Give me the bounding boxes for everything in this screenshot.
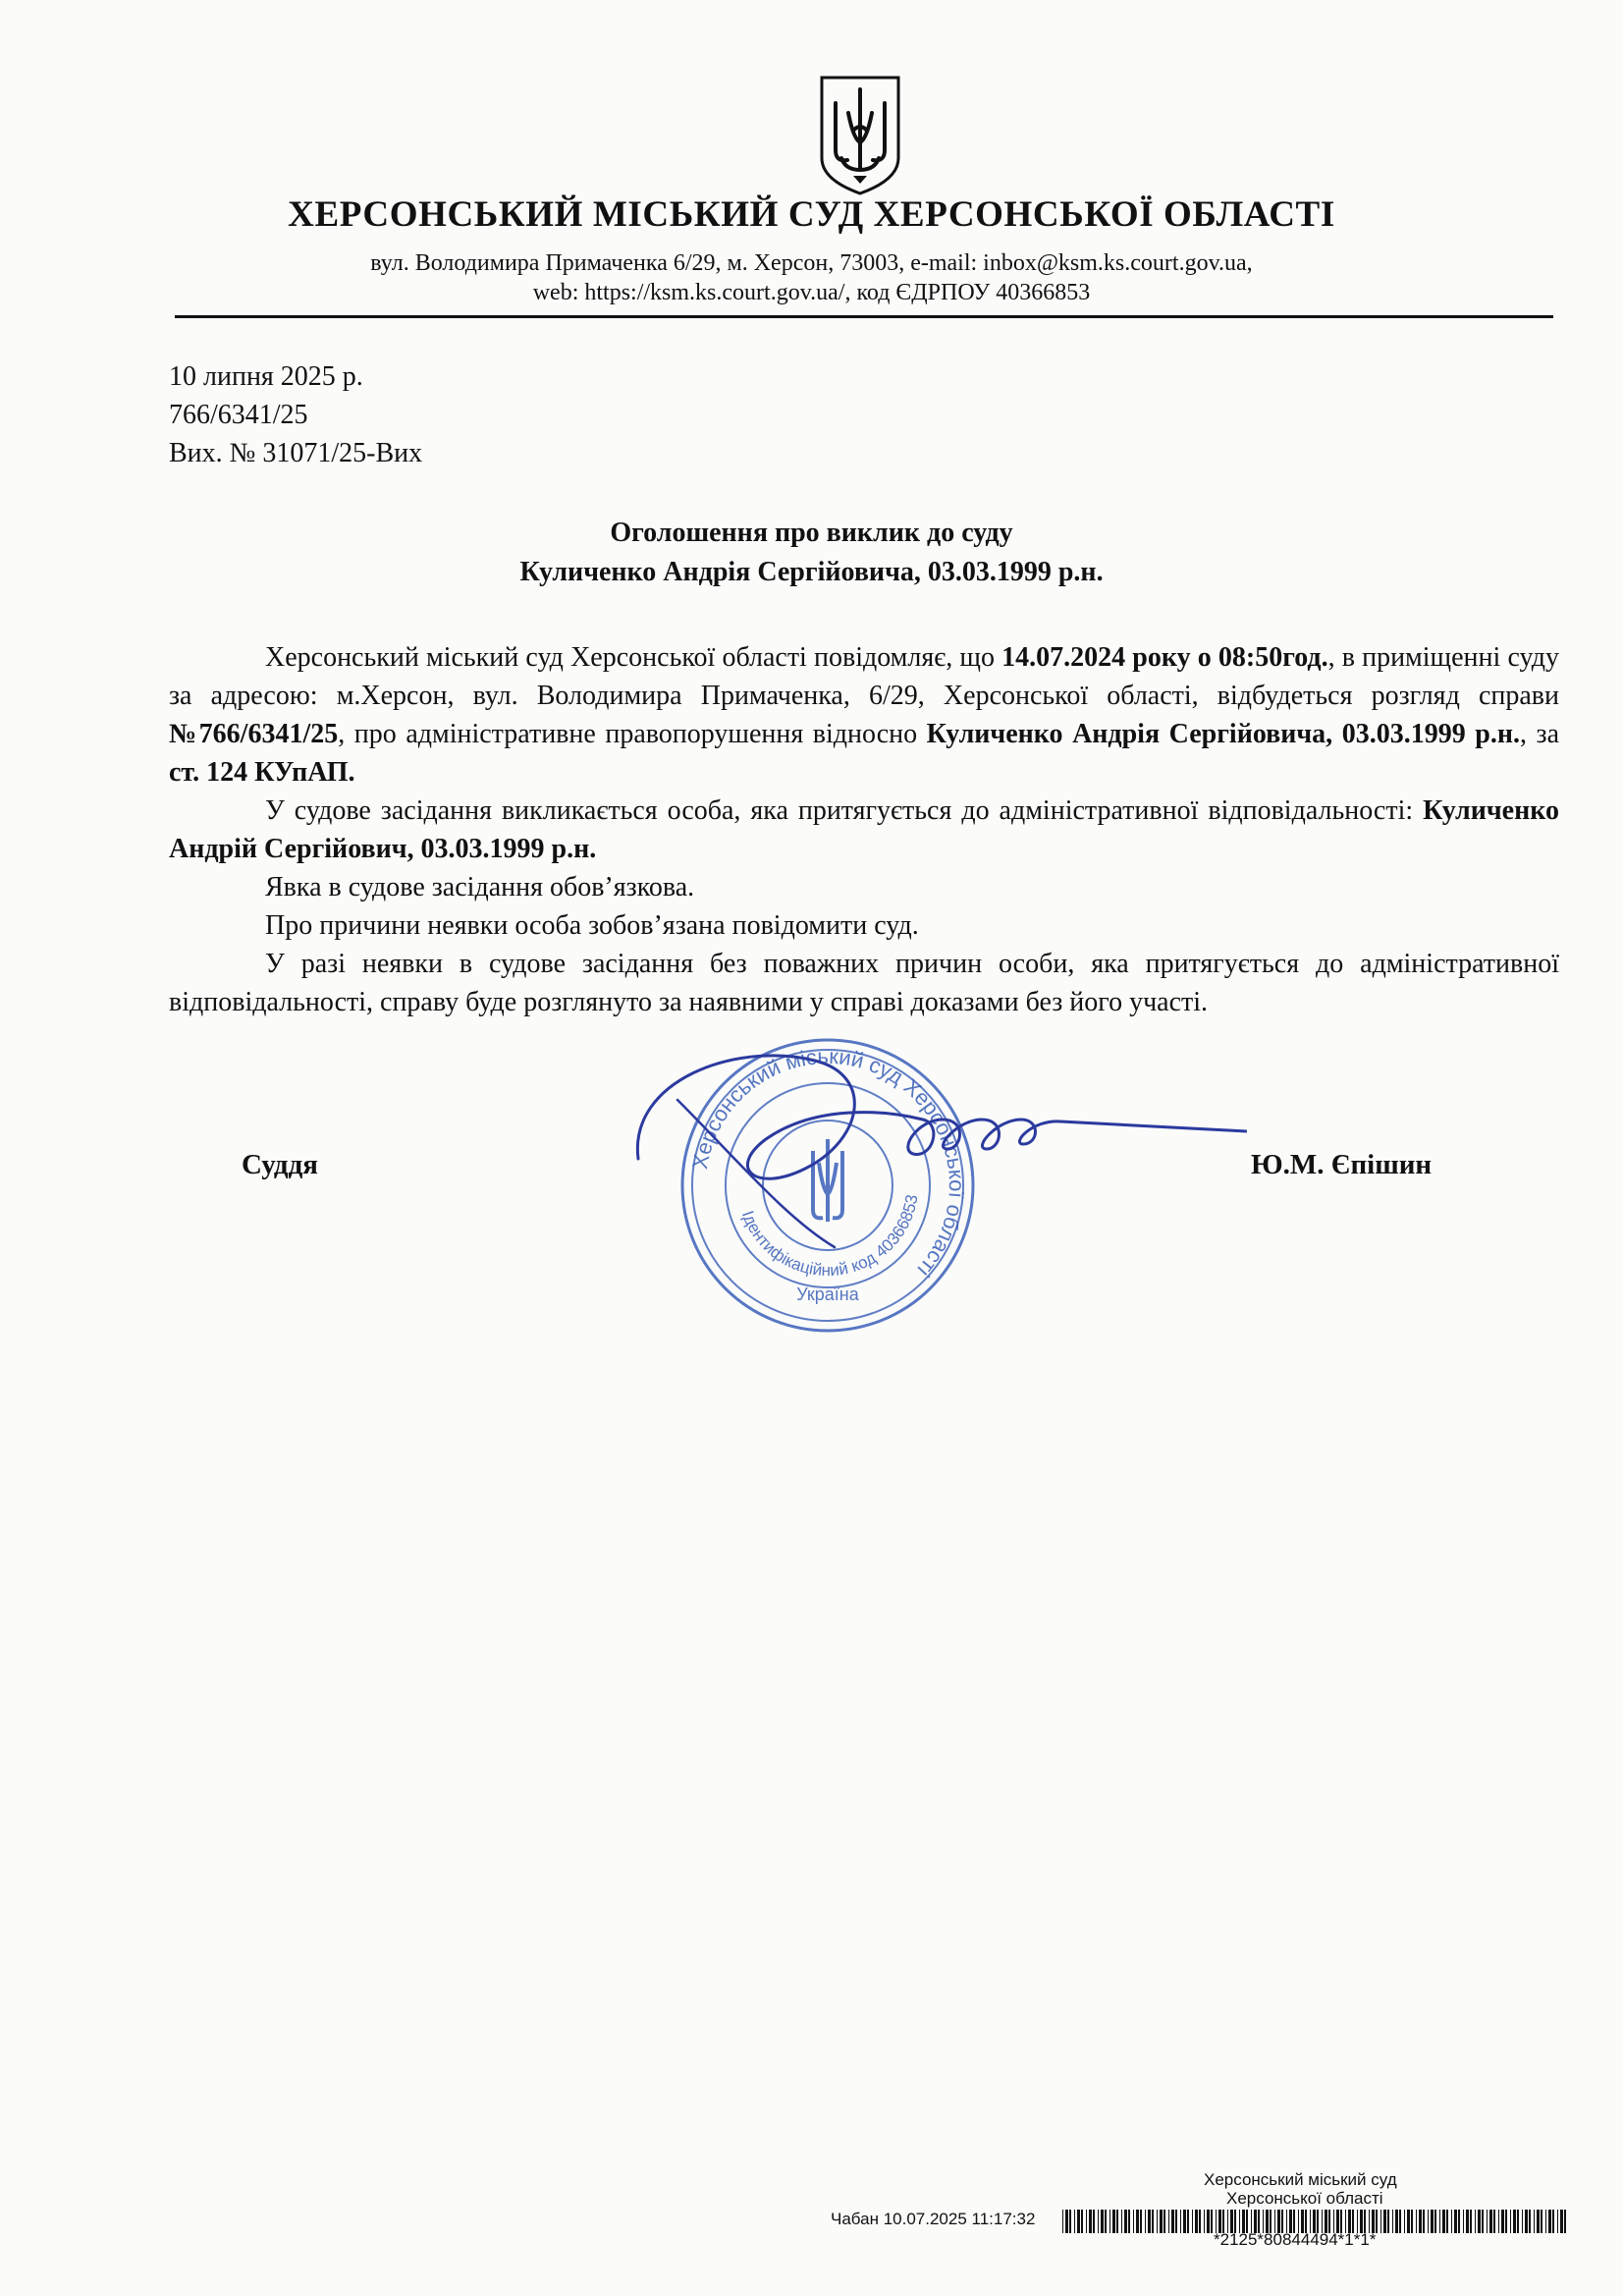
- paragraph-attendance: Явка в судове засідання обов’язкова.: [265, 872, 695, 902]
- coat-of-arms-icon: [816, 74, 904, 196]
- notice-body: [169, 638, 1559, 1021]
- text: , за: [1519, 719, 1559, 749]
- notice-title: Оголошення про виклик до суду: [610, 518, 1013, 548]
- case-number: 766/6341/25: [169, 400, 308, 430]
- registry-court: Херсонський міський суд: [1204, 2170, 1397, 2189]
- document-date: 10 липня 2025 р.: [169, 361, 363, 392]
- hearing-datetime: 14.07.2024 року о 08:50год.: [1001, 642, 1328, 673]
- header-rule: [175, 315, 1553, 318]
- text: , в приміщенні суду за адресою: м.Херсон, вул. Володимира Примаченка, 6/29, Херсонської області, відбудеться розгляд справи: [169, 642, 1559, 711]
- judge-role: Суддя: [242, 1149, 318, 1180]
- notice-subject: Куличенко Андрія Сергійовича, 03.03.1999 р.н.: [519, 557, 1104, 587]
- text: , про адміністративне правопорушення відносно: [338, 719, 927, 749]
- court-name: ХЕРСОНСЬКИЙ МІСЬКИЙ СУД ХЕРСОНСЬКОЇ ОБЛАСТІ: [288, 194, 1335, 235]
- outgoing-number: Вих. № 31071/25-Вих: [169, 438, 423, 468]
- seal-outer-text: Херсонський міський суд Херсонської області: [687, 1043, 970, 1283]
- text: Херсонський міський суд Херсонської області повідомляє, що: [265, 642, 1002, 673]
- court-address: вул. Володимира Примаченка 6/29, м. Херсон, 73003, e-mail: inbox@ksm.ks.court.gov.ua,: [370, 250, 1253, 276]
- seal-inner-text: Ідентифікаційний код 40366853: [737, 1193, 922, 1281]
- paragraph-summons: [169, 792, 1559, 868]
- registry-region: Херсонської області: [1226, 2189, 1383, 2208]
- text: У судове засідання викликається особа, яка притягується до адміністративної відповідальності:: [265, 795, 1424, 826]
- registry-clerk-timestamp: Чабан 10.07.2025 11:17:32: [831, 2210, 1036, 2228]
- paragraph-hearing: [169, 638, 1559, 792]
- paragraph-absence: Про причини неявки особа зобов’язана повідомити суд.: [265, 910, 919, 941]
- judge-name: Ю.М. Єпішин: [1251, 1149, 1433, 1180]
- registry-code: *2125*80844494*1*1*: [1214, 2230, 1377, 2249]
- court-web-code: web: https://ksm.ks.court.gov.ua/, код ЄДРПОУ 40366853: [532, 280, 1091, 305]
- judge-signature-icon: [619, 1021, 1247, 1267]
- paragraph-consequence: У разі неявки в судове засідання без поважних причин особи, яка притягується до адміністративної відповідальності, справу буде розглянуто за наявними у справі доказами без його участі.: [169, 949, 1559, 1017]
- case-ref: №766/6341/25: [169, 719, 339, 749]
- person-name: Куличенко Андрій Сергійович, 03.03.1999 р.н.: [169, 795, 1559, 864]
- seal-country: Україна: [796, 1285, 859, 1304]
- article-ref: ст. 124 КУпАП.: [169, 757, 355, 788]
- person-ref: Куличенко Андрія Сергійовича, 03.03.1999 р.н.: [926, 719, 1520, 749]
